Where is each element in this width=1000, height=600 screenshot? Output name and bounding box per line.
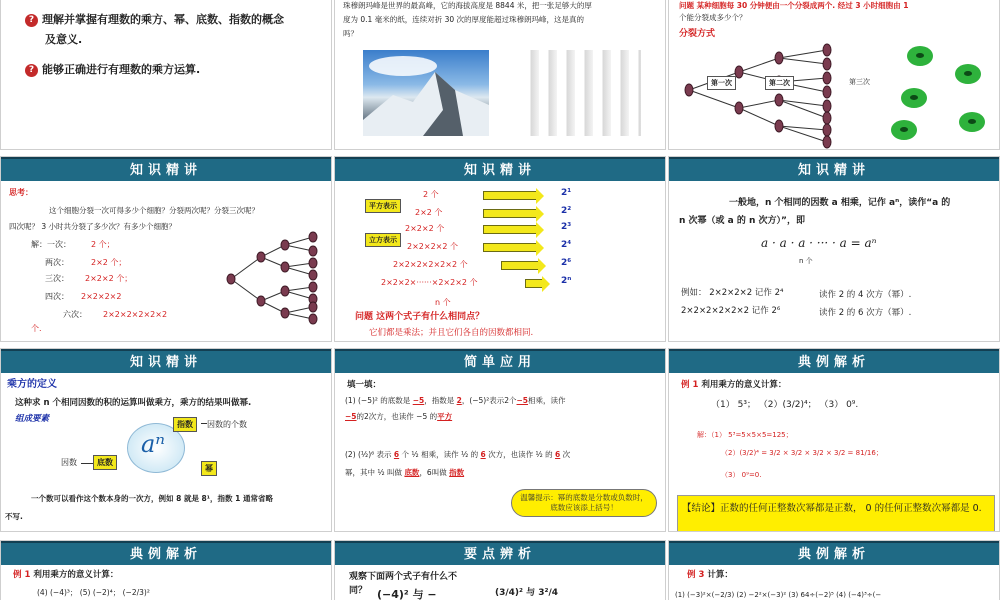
slide-example-1[interactable] <box>668 348 1000 532</box>
objective-1-cont: 及意义. <box>45 33 83 46</box>
example-1-read: 读作 2 的 4 次方（幂）. <box>819 290 912 300</box>
question-icon: ? <box>25 14 38 27</box>
question-icon: ? <box>25 64 38 77</box>
step-3-value: 2×2×2 个； <box>85 274 133 283</box>
slide-example-2[interactable] <box>0 540 332 600</box>
green-cell <box>959 112 985 132</box>
example-items: (4) (−4)³； (5) (−2)⁴； (−2/3)² <box>37 588 150 597</box>
power-formula: a · a · a · ··· · a = aⁿ <box>761 236 877 250</box>
cube-tag: 立方表示 <box>365 233 401 247</box>
slide-knowledge-4[interactable] <box>0 348 332 532</box>
example-items: (1) (−3)²×(−2/3) (2) −2²×(−3)² (3) 64÷(−2)⁵ (4) (−4)³÷(− <box>675 591 882 599</box>
green-cell <box>907 46 933 66</box>
expression-1: (−4)² 与 − <box>377 588 437 600</box>
arrow <box>501 261 539 270</box>
fill-line-3: (2) (½)⁶ 表示 6 个 ½ 相乘，读作 ½ 的 6 次方，也读作 ½ 的 6 次 <box>345 450 571 459</box>
folded-paper-image <box>521 50 641 136</box>
fill-line-2: −5的2次方，也读作 −5 的平方 <box>345 412 453 421</box>
slide-header: 要点辨析 <box>335 541 665 565</box>
slide-knowledge-2[interactable] <box>334 156 666 342</box>
fill-label: 填一填： <box>347 380 382 390</box>
slide-everest[interactable] <box>334 0 666 150</box>
mountain-graphic <box>363 50 489 136</box>
footnote-cont: 不写. <box>5 512 23 521</box>
expr-5: 2×2×2×2×2×2 个 <box>393 260 468 269</box>
division-label: 分裂方式 <box>679 29 716 39</box>
step-1-label: 解：一次： <box>31 240 71 249</box>
arrow <box>483 243 537 252</box>
footnote: 一个数可以看作这个数本身的一次方，例如 8 就是 8¹，指数 1 通常省略 <box>31 494 273 503</box>
problem-text: 问题 某种细胞每 30 分钟便由一个分裂成两个. 经过 3 小时细胞由 1 <box>679 1 909 10</box>
expression-2: (3/4)² 与 3²/4 <box>495 588 559 598</box>
example-2-read: 读作 2 的 6 次方（幂）. <box>819 308 912 318</box>
unit-label: 个. <box>31 324 42 333</box>
components-label: 组成要素 <box>15 414 50 424</box>
example-title: 例 1 利用乘方的意义计算： <box>13 570 119 580</box>
conclusion-text: 【结论】正数的任何正整数次幂都是正数， 0 的任何正整数次幂都是 0. <box>682 503 982 514</box>
step-3-label: 三次： <box>45 274 69 283</box>
slide-header: 知识精讲 <box>1 349 331 373</box>
example-1: 例如： 2×2×2×2 记作 2⁴ <box>681 288 784 298</box>
arrow <box>483 191 537 200</box>
expr-3: 2×2×2 个 <box>405 224 445 233</box>
connector <box>81 463 93 464</box>
division-tree <box>223 227 331 327</box>
slide-example-3[interactable] <box>668 540 1000 600</box>
solution-3: （3） 0⁹=0. <box>721 471 762 479</box>
green-cell <box>901 88 927 108</box>
question-text: 观察下面两个式子有什么不 <box>349 572 458 582</box>
step-6-value: 2×2×2×2×2×2 <box>103 310 168 319</box>
slide-header: 知识精讲 <box>669 157 999 181</box>
step-4-value: 2×2×2×2 <box>81 292 122 301</box>
factor-label: 因数 <box>61 458 77 467</box>
objective-2: ? 能够正确进行有理数的乘方运算. <box>25 62 200 78</box>
question-text-cont: 同？ <box>349 586 368 596</box>
step-2-value: 2×2 个； <box>91 258 127 267</box>
example-title: 例 1 利用乘方的意义计算： <box>681 380 787 390</box>
expr-2: 2×2 个 <box>415 208 443 217</box>
text-line-1: 珠穆朗玛峰是世界的最高峰，它的海拔高度是 8844 米，把一张足够大的厚 <box>343 1 592 10</box>
slide-knowledge-1[interactable] <box>0 156 332 342</box>
green-cell <box>891 120 917 140</box>
slide-header: 知识精讲 <box>1 157 331 181</box>
slide-header: 知识精讲 <box>335 157 665 181</box>
objective-1: ? 理解并掌握有理数的乘方、幂、底数、指数的概念 <box>25 12 284 28</box>
power-6: 2ⁿ <box>561 276 572 286</box>
slide-header: 典例解析 <box>1 541 331 565</box>
second-division-label: 第二次 <box>765 76 794 90</box>
base-tag: 底数 <box>93 455 117 470</box>
definition-line-1: 一般地，n 个相同的因数 a 相乘，记作 aⁿ，读作“a 的 <box>729 198 951 208</box>
arrow <box>483 225 537 234</box>
text-line-2: 度为 0.1 毫米的纸，连续对折 30 次的厚度能超过珠穆朗玛峰，这是真的 <box>343 15 585 24</box>
example-2: 2×2×2×2×2×2 记作 2⁶ <box>681 306 781 316</box>
third-division-label: 第三次 <box>849 78 870 86</box>
problem-text-2: 个能分裂成多少个？ <box>679 13 747 22</box>
definition-line-2: n 次幂（或 a 的 n 次方）”，即 <box>679 216 805 226</box>
slide-key-points[interactable] <box>334 540 666 600</box>
step-2-label: 两次： <box>45 258 69 267</box>
green-cell <box>955 64 981 84</box>
power-4: 2⁴ <box>561 240 572 250</box>
power-3: 2³ <box>561 222 572 232</box>
power-tag: 幂 <box>201 461 217 476</box>
think-label: 思考： <box>9 188 33 197</box>
slide-objectives[interactable] <box>0 0 332 150</box>
arrow <box>483 209 537 218</box>
slide-cell-division[interactable] <box>668 0 1000 150</box>
exponent-desc: 因数的个数 <box>207 420 247 429</box>
step-1-value: 2 个； <box>91 240 115 249</box>
answer-same: 它们都是乘法；并且它们各自的因数都相同. <box>369 328 534 338</box>
definition-title: 乘方的定义 <box>7 379 57 390</box>
fill-line-1: (1) (−5)² 的底数是 −5，指数是 2，(−5)²表示2个−5相乘，读作 <box>345 396 566 405</box>
slide-header: 典例解析 <box>669 541 999 565</box>
power-1: 2¹ <box>561 188 572 198</box>
exponent-tag: 指数 <box>173 417 197 432</box>
power-5: 2⁶ <box>561 258 572 268</box>
fill-line-4: 幂，其中 ½ 叫做 底数，6叫做 指数 <box>345 468 465 477</box>
question-1: 这个细胞分裂一次可得多少个细胞？分裂两次呢？分裂三次呢？ <box>49 206 259 215</box>
example-items: （1） 5³； （2）(3/2)⁴； （3） 0⁹. <box>711 400 859 410</box>
slide-simple-application[interactable] <box>334 348 666 532</box>
tip-bubble: 温馨提示：幂的底数是分数或负数时，底数应该添上括号！ <box>511 489 657 517</box>
step-4-label: 四次： <box>45 292 69 301</box>
example-title: 例 3 计算： <box>687 570 733 580</box>
solution-1: 解：（1） 5³=5×5×5=125； <box>697 431 793 439</box>
arrow <box>525 279 543 288</box>
slide-header: 典例解析 <box>669 349 999 373</box>
expr-4: 2×2×2×2 个 <box>407 242 459 251</box>
power-2: 2² <box>561 206 572 216</box>
square-tag: 平方表示 <box>365 199 401 213</box>
solution-2: （2）(3/2)⁴ = 3/2 × 3/2 × 3/2 × 3/2 = 81/16； <box>721 449 883 457</box>
first-division-label: 第一次 <box>707 76 736 90</box>
step-6-label: 六次： <box>63 310 87 319</box>
conclusion-box <box>677 495 995 532</box>
power-symbol: aⁿ <box>141 430 166 458</box>
division-tree <box>679 42 849 150</box>
text-line-3: 吗？ <box>343 29 358 38</box>
expr-6: 2×2×2×······×2×2×2 个 <box>381 278 478 287</box>
everest-image <box>363 50 489 136</box>
question-2: 四次呢？ 3 小时共分裂了多少次？有多少个细胞？ <box>9 222 177 231</box>
expr-1: 2 个 <box>423 190 439 199</box>
slide-knowledge-3[interactable] <box>668 156 1000 342</box>
definition-text: 这种求 n 个相同因数的积的运算叫做乘方，乘方的结果叫做幂. <box>15 398 252 408</box>
connector <box>201 423 207 424</box>
question-same: 问题 这两个式子有什么相同点？ <box>355 312 485 322</box>
slide-header: 简单应用 <box>335 349 665 373</box>
n-count: n 个 <box>799 257 813 265</box>
n-count: n 个 <box>435 298 451 307</box>
